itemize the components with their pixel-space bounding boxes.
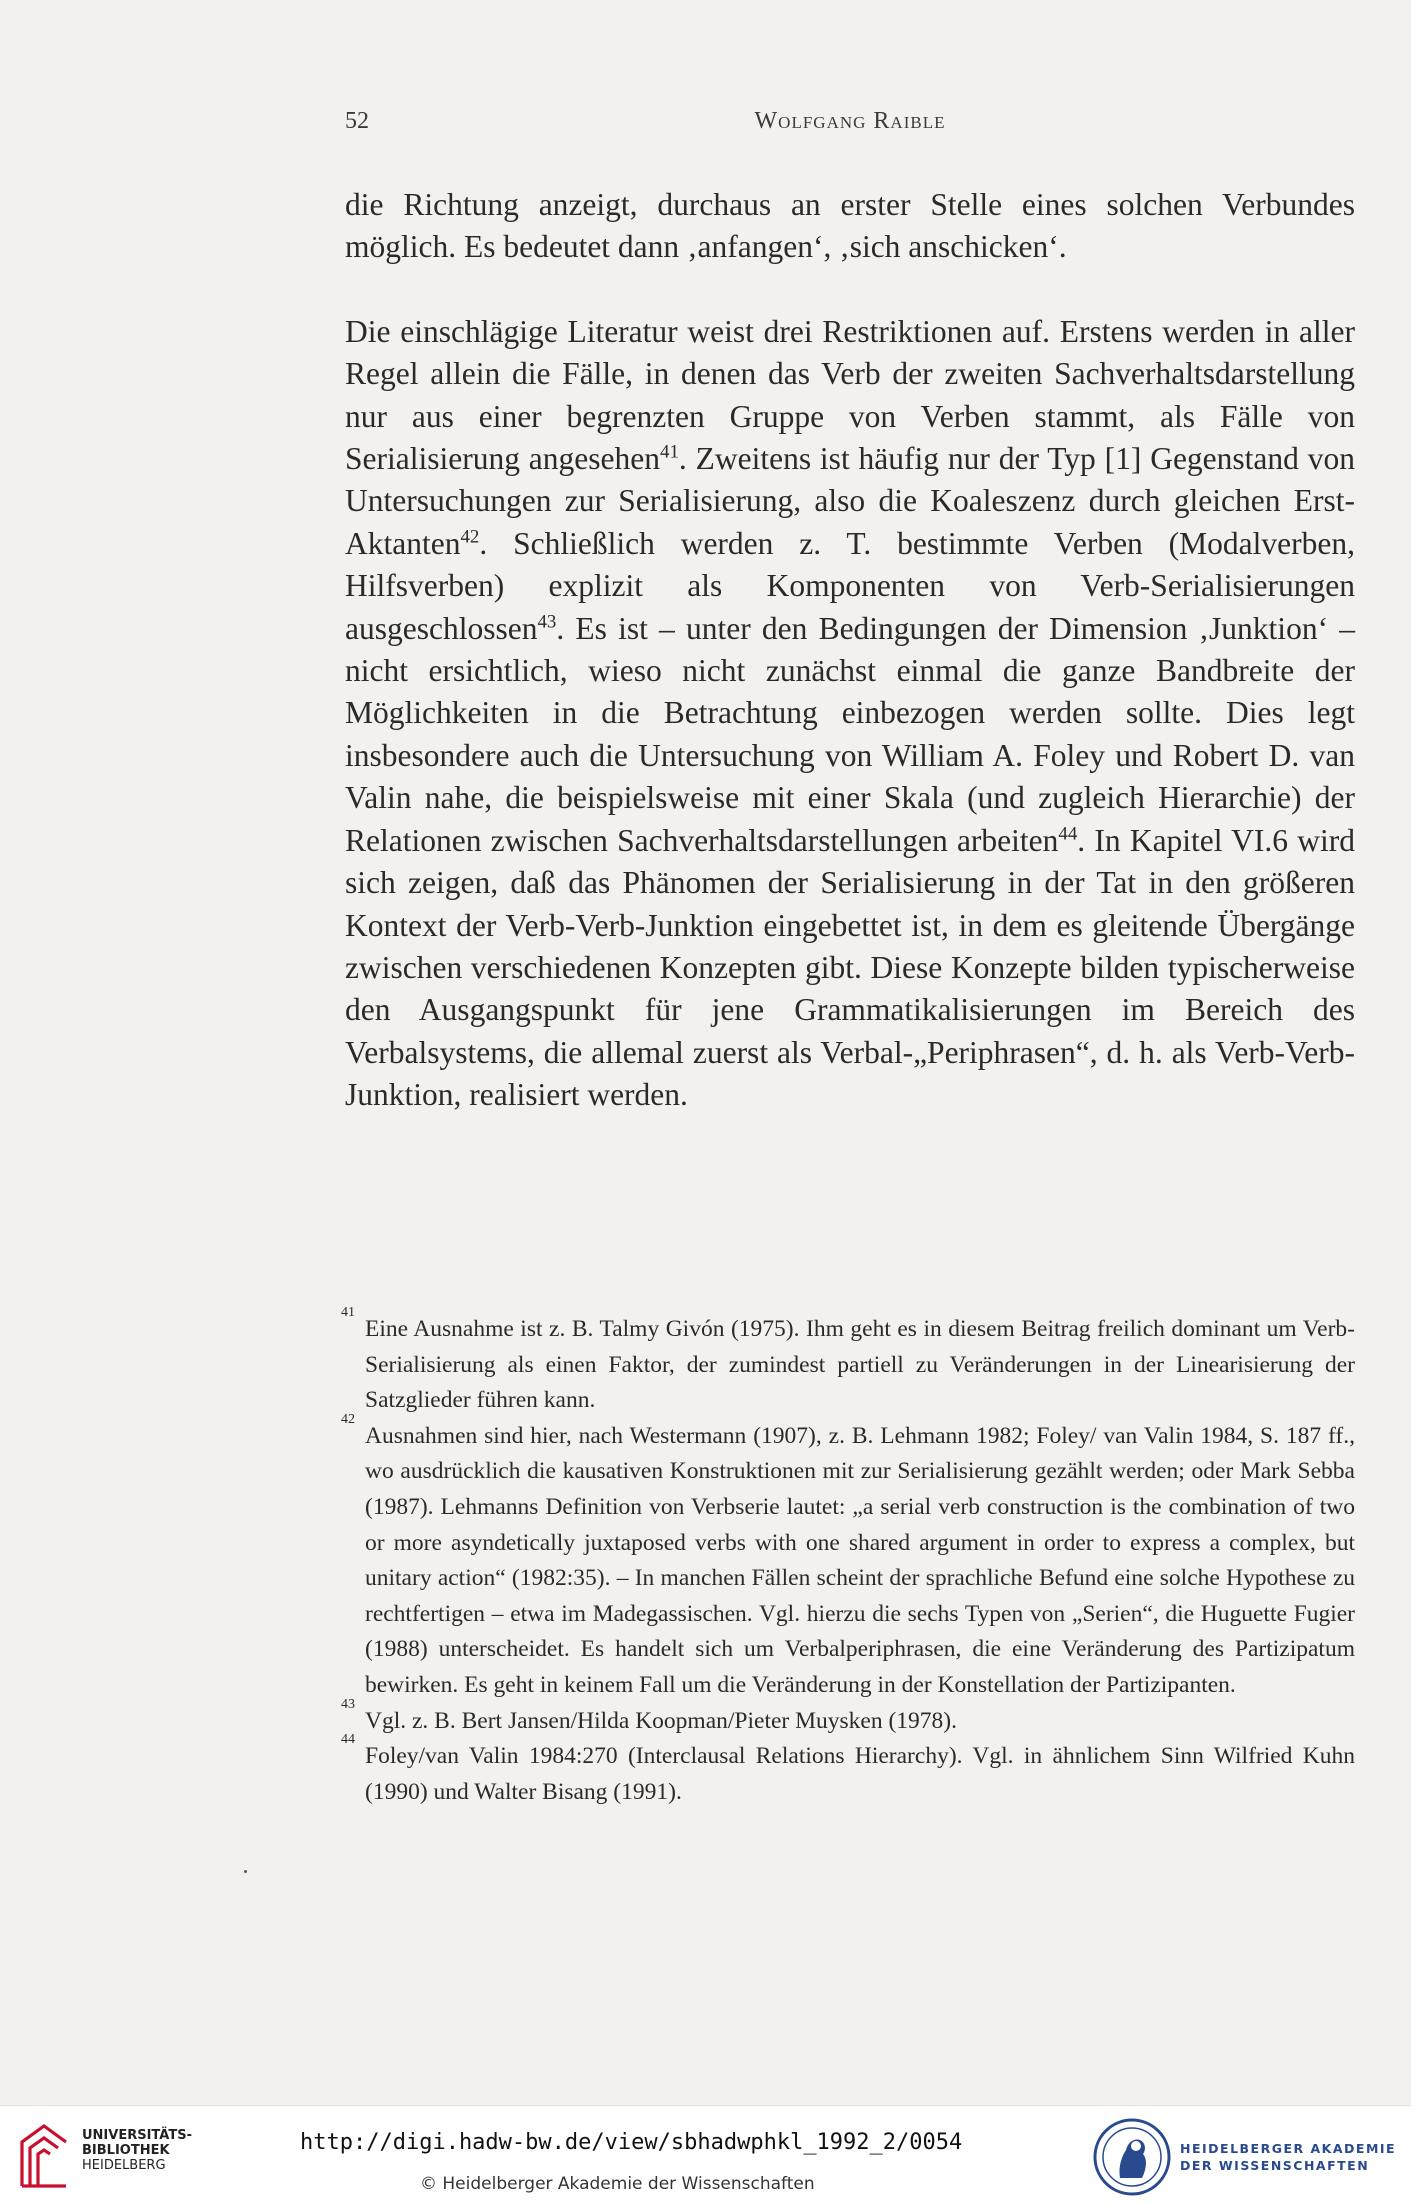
page-number: 52 [345,108,369,134]
paragraph-1-text: die Richtung anzeigt, durchaus an erster Stelle eines solchen Verbundes möglich. Es bedeutet dann ‚anfangen‘, ‚sich anschicken‘. [345,187,1355,265]
scan-speck [244,1870,247,1873]
academy-name [1180,2140,1396,2174]
footnote-ref-41[interactable]: 41 [660,441,679,463]
main-text [345,184,1355,1117]
footnote-number: 41 [341,1305,355,1320]
library-name-line-2: BIBLIOTHEK [82,2143,170,2158]
paragraph-2-text-e: . In Kapitel VI.6 wird sich zeigen, daß das Phänomen der Serialisierung in der Tat in den größeren Kontext der Verb-Verb-Junktion eingebettet ist, in dem es gleitende Übergänge zwischen verschiedenen Konzepten gibt. Diese Konzepte bilden typischerweise den Ausgangspunkt für jene Grammatikalisierungen im Bereich des Verbalsystems, die allemal zuerst als Verbal-„Periphrasen“, d. h. als Verb-Verb-Junktion, realisiert werden. [345,822,1355,1113]
paragraph-1 [345,184,1355,269]
footer-bar [0,2105,1411,2206]
paragraph-2 [345,311,1355,1117]
footnote-text: Ausnahmen sind hier, nach Westermann (1907), z. B. Lehmann 1982; Foley/ van Valin 1984, S. 187 ff., wo ausdrücklich die kausativen Konstruktionen mit zur Serialisierung gezählt werden; oder Mark Sebba (1987). Lehmanns Definition von Verbserie lautet: „a serial verb construction is the combination of two or more asyndetically juxtaposed verbs with one shared argument in order to express a complex, but unitary action“ (1982:35). – In manchen Fällen scheint der sprachliche Befund eine solche Hypothese zu rechtfertigen – etwa im Madegassischen. Vgl. hierzu die sechs Typen von „Serien“, die Huguette Fugier (1988) unterscheidet. Es handelt sich um Verbalperiphrasen, die eine Veränderung des Partizipatum bewirken. Es geht in keinem Fall um die Veränderung in der Konstellation der Partizipanten. [365,1422,1355,1698]
academy-seal-logo-icon[interactable] [1088,2116,1176,2198]
paragraph-2-text-d: . Es ist – unter den Bedingungen der Dimension ‚Junktion‘ – nicht ersichtlich, wieso nicht zunächst einmal die ganze Bandbreite der Möglichkeiten in die Betrachtung einbezogen werden sollte. Dies legt insbesondere auch die Untersuchung von William A. Foley und Robert D. van Valin nahe, die beispielsweise mit einer Skala (und zugleich Hierarchie) der Relationen zwischen Sachverhaltsdarstellungen arbeiten [345,610,1355,858]
footnote-ref-43[interactable]: 43 [537,611,557,633]
library-name-line-1: UNIVERSITÄTS- [82,2128,192,2143]
running-head-author: Wolfgang Raible [754,108,946,134]
academy-name-line-1: HEIDELBERGER AKADEMIE [1180,2141,1397,2156]
running-header [345,108,1355,148]
footnote-number: 42 [341,1411,355,1427]
footnote-number: 44 [341,1732,355,1748]
footnote-text: Eine Ausnahme ist z. B. Talmy Givón (1975). Ihm geht es in diesem Beitrag freilich dominant um Verb-Serialisierung als einen Faktor, der zumindest partiell zu Veränderungen in der Linearisierung der Satzglieder führen kann. [365,1316,1355,1414]
paragraph-2-text-c: . Schließlich werden z. T. bestimmte Verben (Modalverben, Hilfsverben) explizit als Komponenten von Verb-Serialisierungen ausgeschlossen [345,525,1355,646]
permalink-url[interactable]: http://digi.hadw-bw.de/view/sbhadwphkl_1992_2/0054 [300,2130,963,2155]
paragraph-2-text-a: Die einschlägige Literatur weist drei Restriktionen auf. Erstens werden in aller Regel allein die Fälle, in denen das Verb der zweiten Sachverhaltsdarstellung nur aus einer begrenzten Gruppe von Verben stammt, als Fälle von Serialisierung angesehen [345,313,1355,477]
paragraph-2-text-b: . Zweitens ist häufig nur der Typ [1] Gegenstand von Untersuchungen zur Serialisierung, also die Koaleszenz durch gleichen Erst-Aktanten [345,441,1355,561]
footnote-44 [341,1732,1355,1810]
footnotes [341,1305,1355,1810]
footnote-ref-44[interactable]: 44 [1058,823,1078,845]
footnote-number: 43 [341,1696,355,1712]
library-name-line-3: HEIDELBERG [82,2158,166,2173]
footnote-text: Foley/van Valin 1984:270 (Interclausal Relations Hierarchy). Vgl. in ähnlichem Sinn Wilfried Kuhn (1990) und Walter Bisang (1991). [365,1743,1355,1805]
footnote-text: Vgl. z. B. Bert Jansen/Hilda Koopman/Pieter Muysken (1978). [365,1707,957,1734]
university-library-logo-icon[interactable] [14,2114,74,2194]
copyright-notice: © Heidelberger Akademie der Wissenschaften [420,2174,815,2194]
academy-name-line-2: DER WISSENSCHAFTEN [1180,2158,1370,2173]
footnote-ref-42[interactable]: 42 [460,526,480,548]
library-name [82,2128,192,2173]
